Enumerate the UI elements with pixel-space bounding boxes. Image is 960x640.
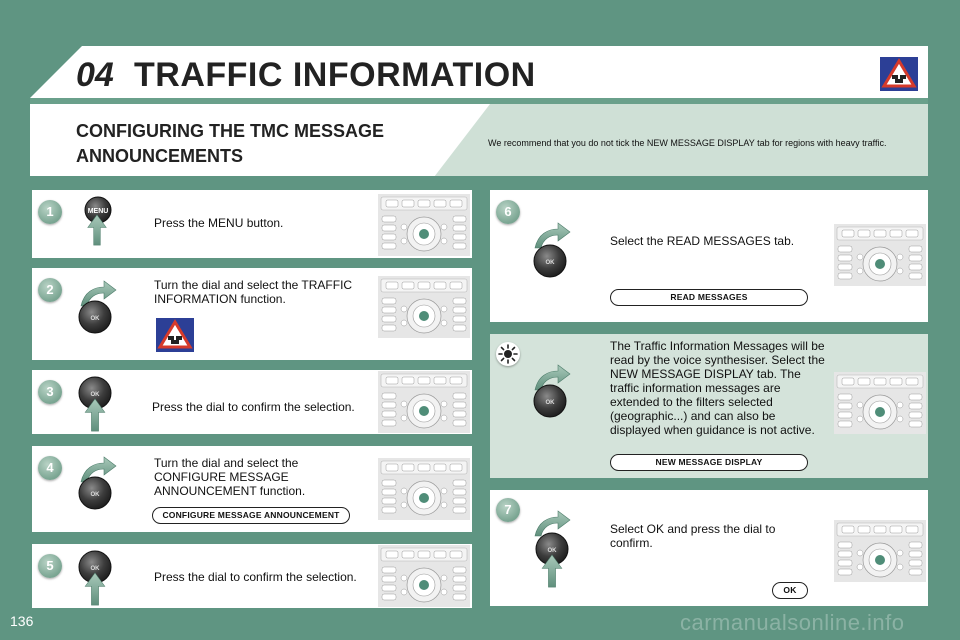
- lightbulb-icon: [496, 342, 520, 366]
- step-text: Press the dial to confirm the selection.: [154, 570, 357, 584]
- page-title: TRAFFIC INFORMATION: [134, 56, 536, 94]
- ok-dial-icon: [533, 244, 567, 278]
- watermark: carmanualsonline.info: [680, 610, 905, 635]
- radio-unit-icon: [378, 458, 470, 520]
- radio-unit-icon: [834, 224, 926, 286]
- step-number: 4: [38, 456, 62, 480]
- dial-label: OK: [90, 566, 100, 572]
- step-text: Press the MENU button.: [154, 216, 284, 230]
- step-number: 5: [38, 554, 62, 578]
- dial-label: OK: [547, 548, 557, 554]
- chapter-number: 04: [76, 56, 114, 94]
- radio-unit-icon: [378, 194, 470, 256]
- step-5-panel: [32, 544, 472, 608]
- step-text: Turn the dial and select the CONFIGURE MESSAGE ANNOUNCEMENT function.: [154, 456, 306, 498]
- tip-panel: [490, 334, 928, 478]
- ok-dial-icon: [78, 476, 112, 510]
- radio-unit-icon: [378, 545, 470, 607]
- page-number: 136: [10, 613, 34, 629]
- traffic-sign-icon: [880, 57, 918, 91]
- step-number: 3: [38, 380, 62, 404]
- read-messages-tag: READ MESSAGES: [610, 289, 808, 306]
- dial-label: OK: [90, 392, 100, 398]
- step-number: 6: [496, 200, 520, 224]
- dial-label: OK: [90, 316, 100, 322]
- traffic-sign-icon: [156, 318, 194, 352]
- radio-unit-icon: [378, 276, 470, 338]
- configure-message-announcement-tag: CONFIGURE MESSAGE ANNOUNCEMENT: [152, 507, 350, 524]
- ok-tag: OK: [772, 582, 808, 599]
- ok-dial-icon: [533, 384, 567, 418]
- radio-unit-icon: [834, 520, 926, 582]
- step-1-panel: [32, 190, 472, 258]
- dial-label: OK: [545, 400, 555, 406]
- step-6-panel: [490, 190, 928, 322]
- step-7-panel: [490, 490, 928, 606]
- step-number: 7: [496, 498, 520, 522]
- step-text: Turn the dial and select the TRAFFIC INFORMATION function.: [154, 278, 353, 306]
- new-message-display-tag: NEW MESSAGE DISPLAY: [610, 454, 808, 471]
- step-3-panel: [32, 370, 472, 434]
- tip-text: The Traffic Information Messages will be read by the voice synthesiser. Select the NEW MESSAGE DISPLAY tab. The traffic information messages are extended to the filters selected (geographic...) and can also be displayed when guidance is not active.: [610, 339, 825, 437]
- radio-unit-icon: [378, 371, 470, 433]
- step-2-panel: [32, 268, 472, 360]
- step-text: Select OK and press the dial to confirm.: [610, 522, 776, 550]
- menu-button-label: MENU: [87, 208, 109, 215]
- dial-label: OK: [90, 492, 100, 498]
- radio-unit-icon: [834, 372, 926, 434]
- step-text: Press the dial to confirm the selection.: [152, 400, 355, 414]
- press-arrow-icon: [86, 214, 108, 246]
- dial-label: OK: [545, 260, 555, 266]
- press-arrow-icon: [541, 554, 563, 588]
- press-arrow-icon: [84, 572, 106, 606]
- step-4-panel: [32, 446, 472, 532]
- step-number: 1: [38, 200, 62, 224]
- ok-dial-icon: [78, 300, 112, 334]
- step-number: 2: [38, 278, 62, 302]
- section-title: CONFIGURING THE TMC MESSAGE ANNOUNCEMENTS: [76, 121, 385, 166]
- step-text: Select the READ MESSAGES tab.: [610, 234, 795, 248]
- recommendation-note: We recommend that you do not tick the NEW MESSAGE DISPLAY tab for regions with heavy traffic.: [488, 138, 887, 148]
- press-arrow-icon: [84, 398, 106, 432]
